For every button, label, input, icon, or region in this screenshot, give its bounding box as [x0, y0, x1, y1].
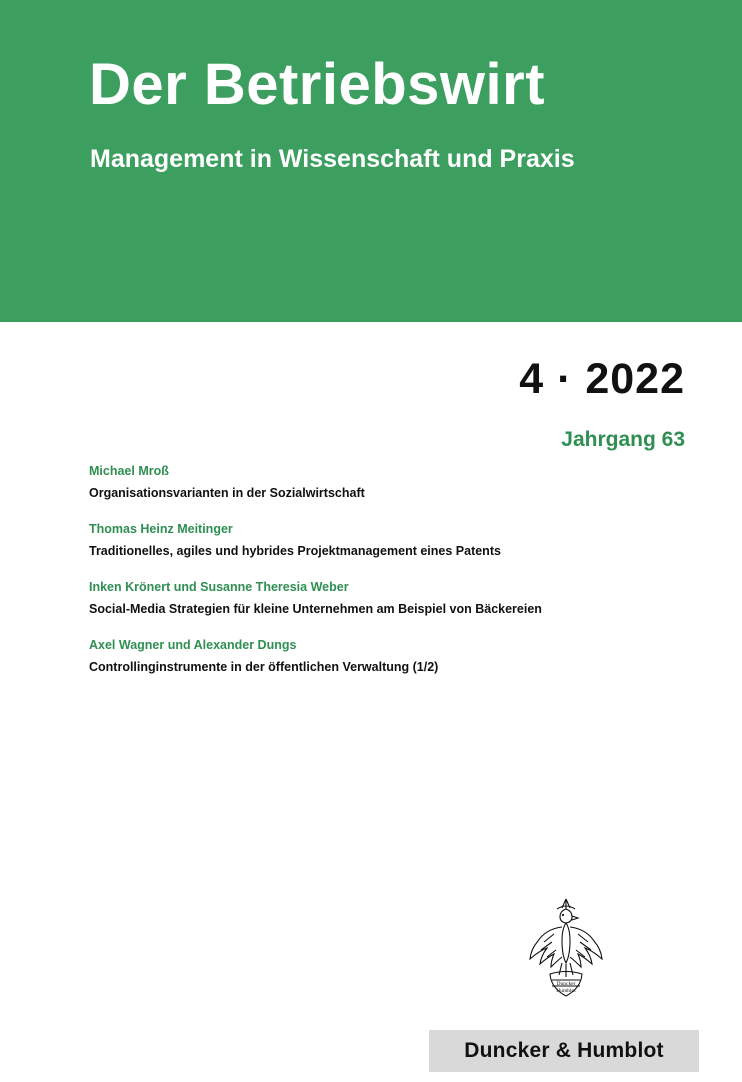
list-item [89, 636, 649, 677]
table-of-contents [89, 462, 649, 695]
journal-subtitle: Management in Wissenschaft und Praxis [90, 145, 575, 173]
svg-text:Humblot: Humblot [556, 988, 576, 994]
svg-text:Duncker: Duncker [556, 981, 576, 987]
publisher-name: Duncker & Humblot [464, 1039, 664, 1062]
list-item [89, 520, 649, 561]
list-item [89, 462, 649, 503]
eagle-crest-icon [516, 894, 616, 1002]
entry-title: Organisationsvarianten in der Sozialwirtschaft [89, 485, 365, 500]
entry-authors: Thomas Heinz Meitinger [89, 522, 233, 537]
entry-authors: Michael Mroß [89, 464, 169, 478]
volume-label: Jahrgang 63 [561, 428, 685, 451]
entry-title: Social-Media Strategien für kleine Unternehmen am Beispiel von Bäckereien [89, 602, 542, 616]
entry-title: Traditionelles, agiles und hybrides Projektmanagement eines Patents [89, 543, 501, 558]
masthead-banner [0, 0, 742, 322]
journal-title: Der Betriebswirt [89, 52, 546, 117]
entry-title: Controllinginstrumente in der öffentlichen Verwaltung (1/2) [89, 660, 439, 675]
entry-authors: Inken Krönert und Susanne Theresia Weber [89, 580, 349, 595]
issue-number: 4 · 2022 [519, 355, 685, 403]
list-item [89, 578, 649, 619]
entry-authors: Axel Wagner und Alexander Dungs [89, 638, 297, 653]
